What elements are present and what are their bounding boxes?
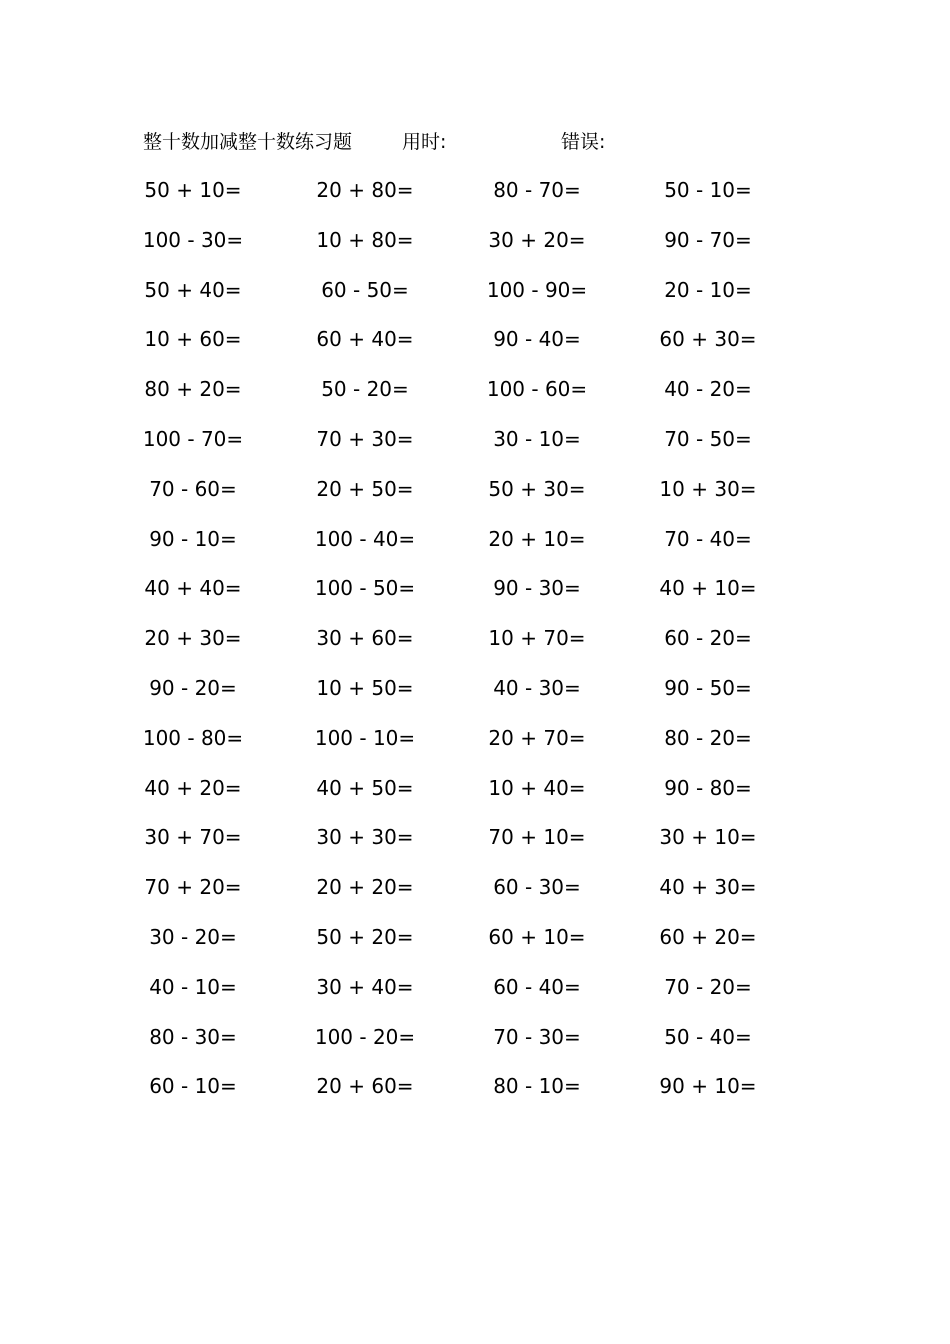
- arithmetic-problem: 20 + 70=: [488, 725, 586, 750]
- arithmetic-problem: 90 + 10=: [659, 1074, 757, 1099]
- arithmetic-problem: 30 + 60=: [316, 626, 414, 651]
- arithmetic-problem: 60 - 30=: [493, 875, 581, 900]
- arithmetic-problem: 30 + 40=: [316, 974, 414, 999]
- arithmetic-problem: 10 + 30=: [659, 476, 757, 501]
- arithmetic-problem: 40 + 10=: [659, 576, 757, 601]
- problem-row: [0, 224, 950, 274]
- arithmetic-problem: 70 + 10=: [488, 825, 586, 850]
- arithmetic-problem: 100 - 30=: [142, 227, 244, 252]
- arithmetic-problem: 30 - 10=: [493, 426, 581, 451]
- arithmetic-problem: 60 - 10=: [149, 1074, 237, 1099]
- arithmetic-problem: 100 - 40=: [314, 526, 416, 551]
- problem-row: [0, 871, 950, 921]
- arithmetic-problem: 100 - 20=: [314, 1024, 416, 1049]
- arithmetic-problem: 20 + 80=: [316, 178, 414, 202]
- arithmetic-problem: 20 + 10=: [488, 526, 586, 551]
- arithmetic-problem: 100 - 90=: [486, 277, 588, 302]
- problem-row: [0, 423, 950, 473]
- problem-row: [0, 473, 950, 523]
- worksheet-title: 整十数加减整十数练习题: [143, 131, 353, 153]
- arithmetic-problem: 40 + 20=: [144, 775, 242, 800]
- problem-row: [0, 323, 950, 373]
- problem-row: [0, 523, 950, 573]
- arithmetic-problem: 100 - 10=: [314, 725, 416, 750]
- arithmetic-problem: 100 - 60=: [486, 377, 588, 402]
- arithmetic-problem: 40 - 30=: [493, 675, 581, 700]
- problem-row: [0, 921, 950, 971]
- problem-grid: [0, 174, 950, 1120]
- arithmetic-problem: 50 + 40=: [144, 277, 242, 302]
- arithmetic-problem: 90 - 50=: [664, 675, 752, 700]
- arithmetic-problem: 90 - 70=: [664, 227, 752, 252]
- problem-row: [0, 572, 950, 622]
- problem-row: [0, 622, 950, 672]
- arithmetic-problem: 90 - 30=: [493, 576, 581, 601]
- arithmetic-problem: 90 - 20=: [149, 675, 237, 700]
- arithmetic-problem: 50 - 10=: [664, 178, 752, 202]
- problem-row: [0, 772, 950, 822]
- arithmetic-problem: 20 + 20=: [316, 875, 414, 900]
- arithmetic-problem: 100 - 80=: [142, 725, 244, 750]
- arithmetic-problem: 60 - 50=: [321, 277, 409, 302]
- arithmetic-problem: 40 + 50=: [316, 775, 414, 800]
- problem-row: [0, 274, 950, 324]
- arithmetic-problem: 10 + 80=: [316, 227, 414, 252]
- arithmetic-problem: 70 - 40=: [664, 526, 752, 551]
- arithmetic-problem: 10 + 40=: [488, 775, 586, 800]
- problem-row: [0, 971, 950, 1021]
- arithmetic-problem: 80 - 20=: [664, 725, 752, 750]
- arithmetic-problem: 30 + 10=: [659, 825, 757, 850]
- arithmetic-problem: 100 - 50=: [314, 576, 416, 601]
- arithmetic-problem: 70 + 30=: [316, 426, 414, 451]
- arithmetic-problem: 10 + 70=: [488, 626, 586, 651]
- arithmetic-problem: 30 + 30=: [316, 825, 414, 850]
- arithmetic-problem: 70 - 50=: [664, 426, 752, 451]
- arithmetic-problem: 30 + 70=: [144, 825, 242, 850]
- arithmetic-problem: 70 - 20=: [664, 974, 752, 999]
- arithmetic-problem: 40 - 10=: [149, 974, 237, 999]
- problem-row: [0, 672, 950, 722]
- arithmetic-problem: 60 - 40=: [493, 974, 581, 999]
- arithmetic-problem: 90 - 10=: [149, 526, 237, 551]
- problem-row: [0, 722, 950, 772]
- arithmetic-problem: 50 + 30=: [488, 476, 586, 501]
- arithmetic-problem: 60 + 30=: [659, 327, 757, 352]
- errors-label: 错误:: [561, 131, 606, 153]
- arithmetic-problem: 50 - 20=: [321, 377, 409, 402]
- problem-row: [0, 1070, 950, 1120]
- arithmetic-problem: 90 - 80=: [664, 775, 752, 800]
- arithmetic-problem: 60 + 20=: [659, 924, 757, 949]
- arithmetic-problem: 20 + 30=: [144, 626, 242, 651]
- arithmetic-problem: 40 + 30=: [659, 875, 757, 900]
- arithmetic-problem: 70 - 30=: [493, 1024, 581, 1049]
- arithmetic-problem: 80 - 70=: [493, 178, 581, 202]
- arithmetic-problem: 10 + 60=: [144, 327, 242, 352]
- arithmetic-problem: 60 + 40=: [316, 327, 414, 352]
- arithmetic-problem: 50 - 40=: [664, 1024, 752, 1049]
- worksheet-header: [0, 128, 950, 156]
- arithmetic-problem: 20 + 60=: [316, 1074, 414, 1099]
- arithmetic-problem: 80 + 20=: [144, 377, 242, 402]
- arithmetic-problem: 80 - 30=: [149, 1024, 237, 1049]
- arithmetic-problem: 40 + 40=: [144, 576, 242, 601]
- arithmetic-problem: 10 + 50=: [316, 675, 414, 700]
- arithmetic-problem: 90 - 40=: [493, 327, 581, 352]
- time-used-label: 用时:: [402, 131, 447, 153]
- problem-row: [0, 1021, 950, 1071]
- problem-row: [0, 174, 950, 224]
- arithmetic-problem: 20 - 10=: [664, 277, 752, 302]
- arithmetic-problem: 60 + 10=: [488, 924, 586, 949]
- arithmetic-problem: 30 - 20=: [149, 924, 237, 949]
- arithmetic-problem: 60 - 20=: [664, 626, 752, 651]
- arithmetic-problem: 20 + 50=: [316, 476, 414, 501]
- arithmetic-problem: 50 + 10=: [144, 178, 242, 202]
- arithmetic-problem: 50 + 20=: [316, 924, 414, 949]
- arithmetic-problem: 70 - 60=: [149, 476, 237, 501]
- problem-row: [0, 821, 950, 871]
- arithmetic-problem: 100 - 70=: [142, 426, 244, 451]
- arithmetic-problem: 30 + 20=: [488, 227, 586, 252]
- arithmetic-problem: 80 - 10=: [493, 1074, 581, 1099]
- problem-row: [0, 373, 950, 423]
- arithmetic-problem: 40 - 20=: [664, 377, 752, 402]
- arithmetic-problem: 70 + 20=: [144, 875, 242, 900]
